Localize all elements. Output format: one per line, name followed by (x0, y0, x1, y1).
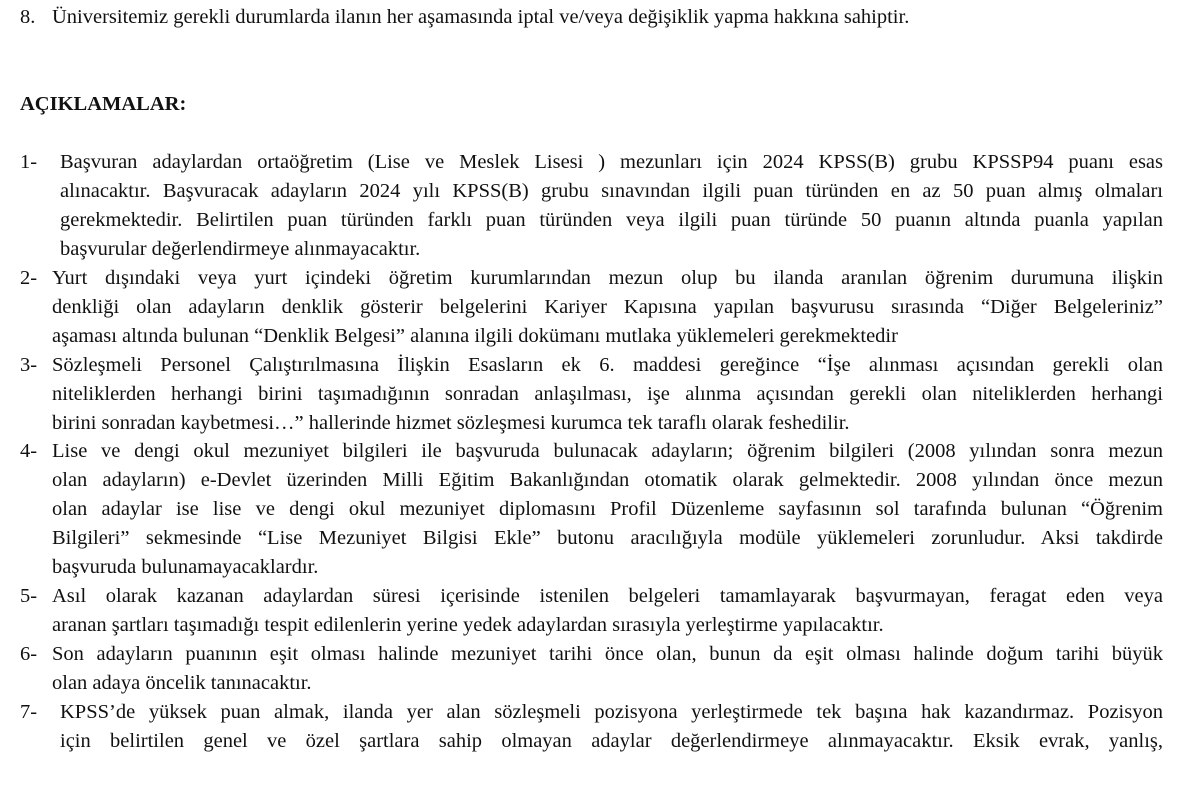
list-item-line: denkliği olan adayların denklik gösterir belgelerini Kariyer Kapısına yapılan başvurusu sırasında “Diğer Belgeleriniz” (52, 296, 1163, 318)
list-item-8 (20, 3, 1163, 32)
list-item-line: Bilgileri” sekmesinde “Lise Mezuniyet Bilgisi Ekle” butonu aracılığıyla modüle yüklemeleri zorunludur. Aksi takdirde (52, 527, 1163, 549)
list-item-line: gerekmektedir. Belirtilen puan türünden farklı puan türünden veya ilgili puan türünde 50 puanın altında puanla yapılan (60, 209, 1163, 231)
list-item-number: 8. (20, 6, 36, 28)
list-item-line: Asıl olarak kazanan adaylardan süresi içerisinde istenilen belgeleri tamamlayarak başvurmayan, feragat eden veya (52, 585, 1163, 607)
list-item-line: aşaması altında bulunan “Denklik Belgesi” alanına ilgili dokümanı mutlaka yüklemeleri gerekmektedir (52, 325, 898, 347)
list-item-4 (20, 437, 1163, 582)
list-item-line: için belirtilen genel ve özel şartlara sahip olmayan adaylar değerlendirmeye alınmayacaktır. Eksik evrak, yanlış, (60, 730, 1163, 752)
list-item-number: 6- (20, 643, 38, 665)
list-item-line: aranan şartları taşımadığı tespit edilenlerin yerine yedek adaylardan sırasıyla yerleştirme yapılacaktır. (52, 614, 884, 636)
list-item-line: Üniversitemiz gerekli durumlarda ilanın her aşamasında iptal ve/veya değişiklik yapma hakkına sahiptir. (52, 6, 910, 28)
list-item-number: 4- (20, 440, 38, 462)
list-item-line: KPSS’de yüksek puan almak, ilanda yer alan sözleşmeli pozisyona yerleştirmede tek başına hak kazandırmaz. Pozisyon (60, 701, 1163, 723)
list-item-number: 3- (20, 354, 38, 376)
list-item-number: 5- (20, 585, 38, 607)
list-item-3 (20, 351, 1163, 438)
list-item-line: Başvuran adaylardan ortaöğretim (Lise ve Meslek Lisesi ) mezunları için 2024 KPSS(B) grubu KPSSP94 puanı esas (60, 151, 1163, 173)
list-item-1 (20, 148, 1163, 264)
list-item-number: 1- (20, 151, 38, 173)
list-item-line: alınacaktır. Başvuracak adayların 2024 yılı KPSS(B) grubu sınavından ilgili puan türünden en az 50 puan almış olmaları (60, 180, 1163, 202)
list-item-line: Yurt dışındaki veya yurt içindeki öğretim kurumlarından mezun olup bu ilanda aranılan öğrenim durumuna ilişkin (52, 267, 1163, 289)
list-item-6 (20, 640, 1163, 698)
list-item-line: niteliklerden herhangi birini taşımadığının sonradan anlaşılması, işe alınma açısından gerekli olan niteliklerden herhangi (52, 383, 1163, 405)
list-item-line: birini sonradan kaybetmesi…” hallerinde hizmet sözleşmesi kurumca tek taraflı olarak feshedilir. (52, 412, 850, 434)
list-item-line: olan adayların) e-Devlet üzerinden Milli Eğitim Bakanlığından otomatik olarak gelmektedir. 2008 yılından önce mezun (52, 469, 1163, 491)
list-item-5 (20, 582, 1163, 640)
list-item-line: Lise ve dengi okul mezuniyet bilgileri ile başvuruda bulunacak adayların; öğrenim bilgileri (2008 yılından sonra mezun (52, 440, 1163, 462)
list-item-line: Sözleşmeli Personel Çalıştırılmasına İlişkin Esasların ek 6. maddesi gereğince “İşe alınması açısından gerekli olan (52, 354, 1163, 376)
list-item-number: 2- (20, 267, 38, 289)
list-item-number: 7- (20, 701, 38, 723)
list-item-line: olan adaya öncelik tanınacaktır. (52, 672, 312, 694)
list-item-7 (20, 698, 1163, 756)
list-item-2 (20, 264, 1163, 351)
section-heading: AÇIKLAMALAR: (20, 93, 187, 115)
list-item-line: olan adaylar ise lise ve dengi okul mezuniyet diplomasını Profil Düzenleme sayfasının sol tarafında bulunan “Öğrenim (52, 498, 1163, 520)
list-item-line: başvurular değerlendirmeye alınmayacaktır. (60, 238, 421, 260)
list-item-line: başvuruda bulunamayacaklardır. (52, 556, 319, 578)
list-item-line: Son adayların puanının eşit olması halinde mezuniyet tarihi önce olan, bunun da eşit olması halinde doğum tarihi büyük (52, 643, 1163, 665)
